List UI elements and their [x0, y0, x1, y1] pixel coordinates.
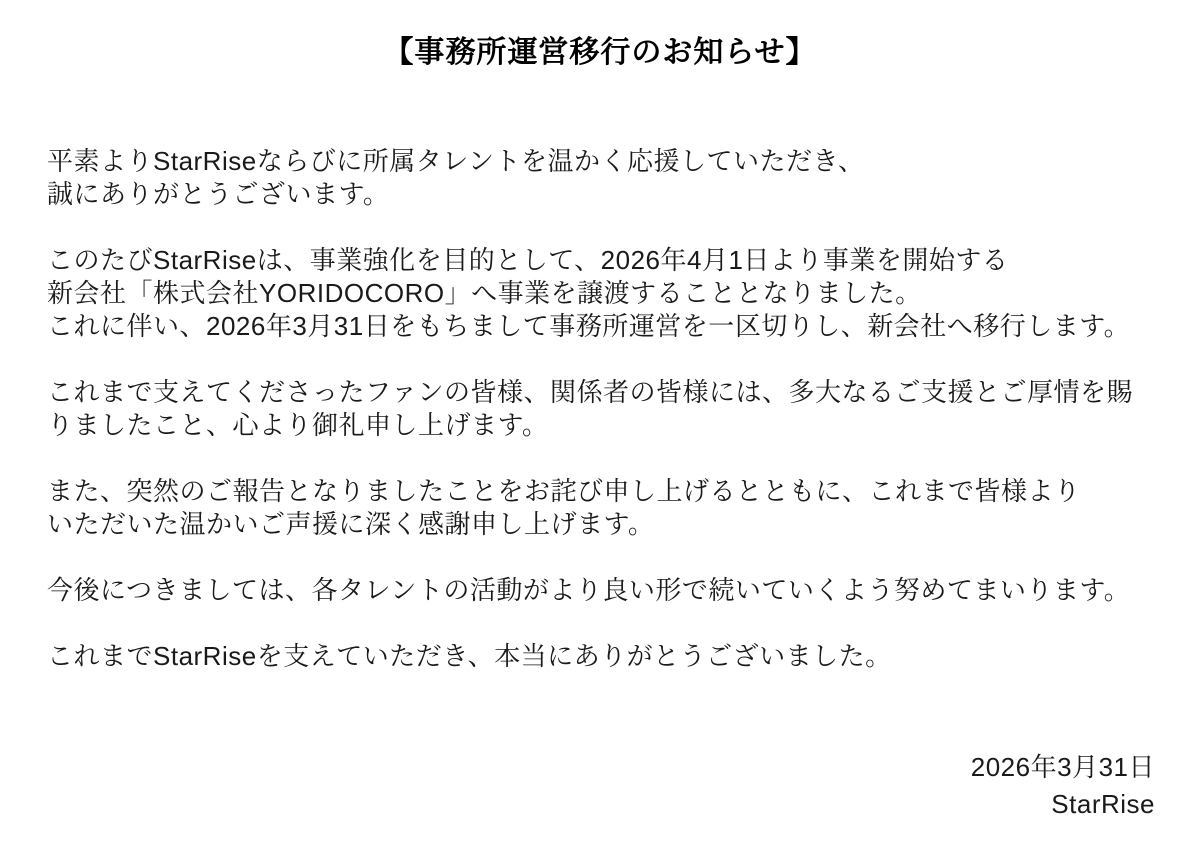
paragraph-line: これに伴い、2026年3月31日をもちまして事務所運営を一区切りし、新会社へ移行します。 — [47, 311, 1131, 341]
signature-date: 2026年3月31日 — [970, 752, 1155, 782]
body-text — [47, 145, 1160, 673]
paragraph-line: 今後につきましては、各タレントの活動がより良い形で続いていくよう努めてまいります。 — [47, 575, 1131, 605]
paragraph-line: また、突然のご報告となりましたことをお詫び申し上げるとともに、これまで皆様より — [47, 476, 1081, 506]
signature-company: StarRise — [1051, 789, 1155, 819]
paragraph-line: いただいた温かいご声援に深く感謝申し上げます。 — [47, 509, 655, 539]
paragraph-line: このたびStarRiseは、事業強化を目的として、2026年4月1日より事業を開始する — [47, 245, 1009, 275]
paragraph — [47, 376, 1160, 442]
paragraph — [47, 475, 1160, 541]
paragraph-line: これまでStarRiseを支えていただき、本当にありがとうございました。 — [47, 641, 892, 671]
paragraph-line: 新会社「株式会社YORIDOCORO」へ事業を譲渡することとなりました。 — [47, 278, 922, 308]
page-title: 【事務所運営移行のお知らせ】 — [383, 36, 817, 69]
paragraph — [47, 574, 1160, 607]
paragraph-line: りましたこと、心より御礼申し上げます。 — [47, 410, 549, 440]
paragraph — [47, 640, 1160, 673]
paragraph — [47, 244, 1160, 343]
paragraph-line: これまで支えてくださったファンの皆様、関係者の皆様には、多大なるご支援とご厚情を賜 — [47, 377, 1133, 407]
paragraph-line: 平素よりStarRiseならびに所属タレントを温かく応援していただき、 — [47, 146, 865, 176]
signature-block — [971, 749, 1155, 823]
paragraph — [47, 145, 1160, 211]
paragraph-line: 誠にありがとうございます。 — [47, 179, 390, 209]
